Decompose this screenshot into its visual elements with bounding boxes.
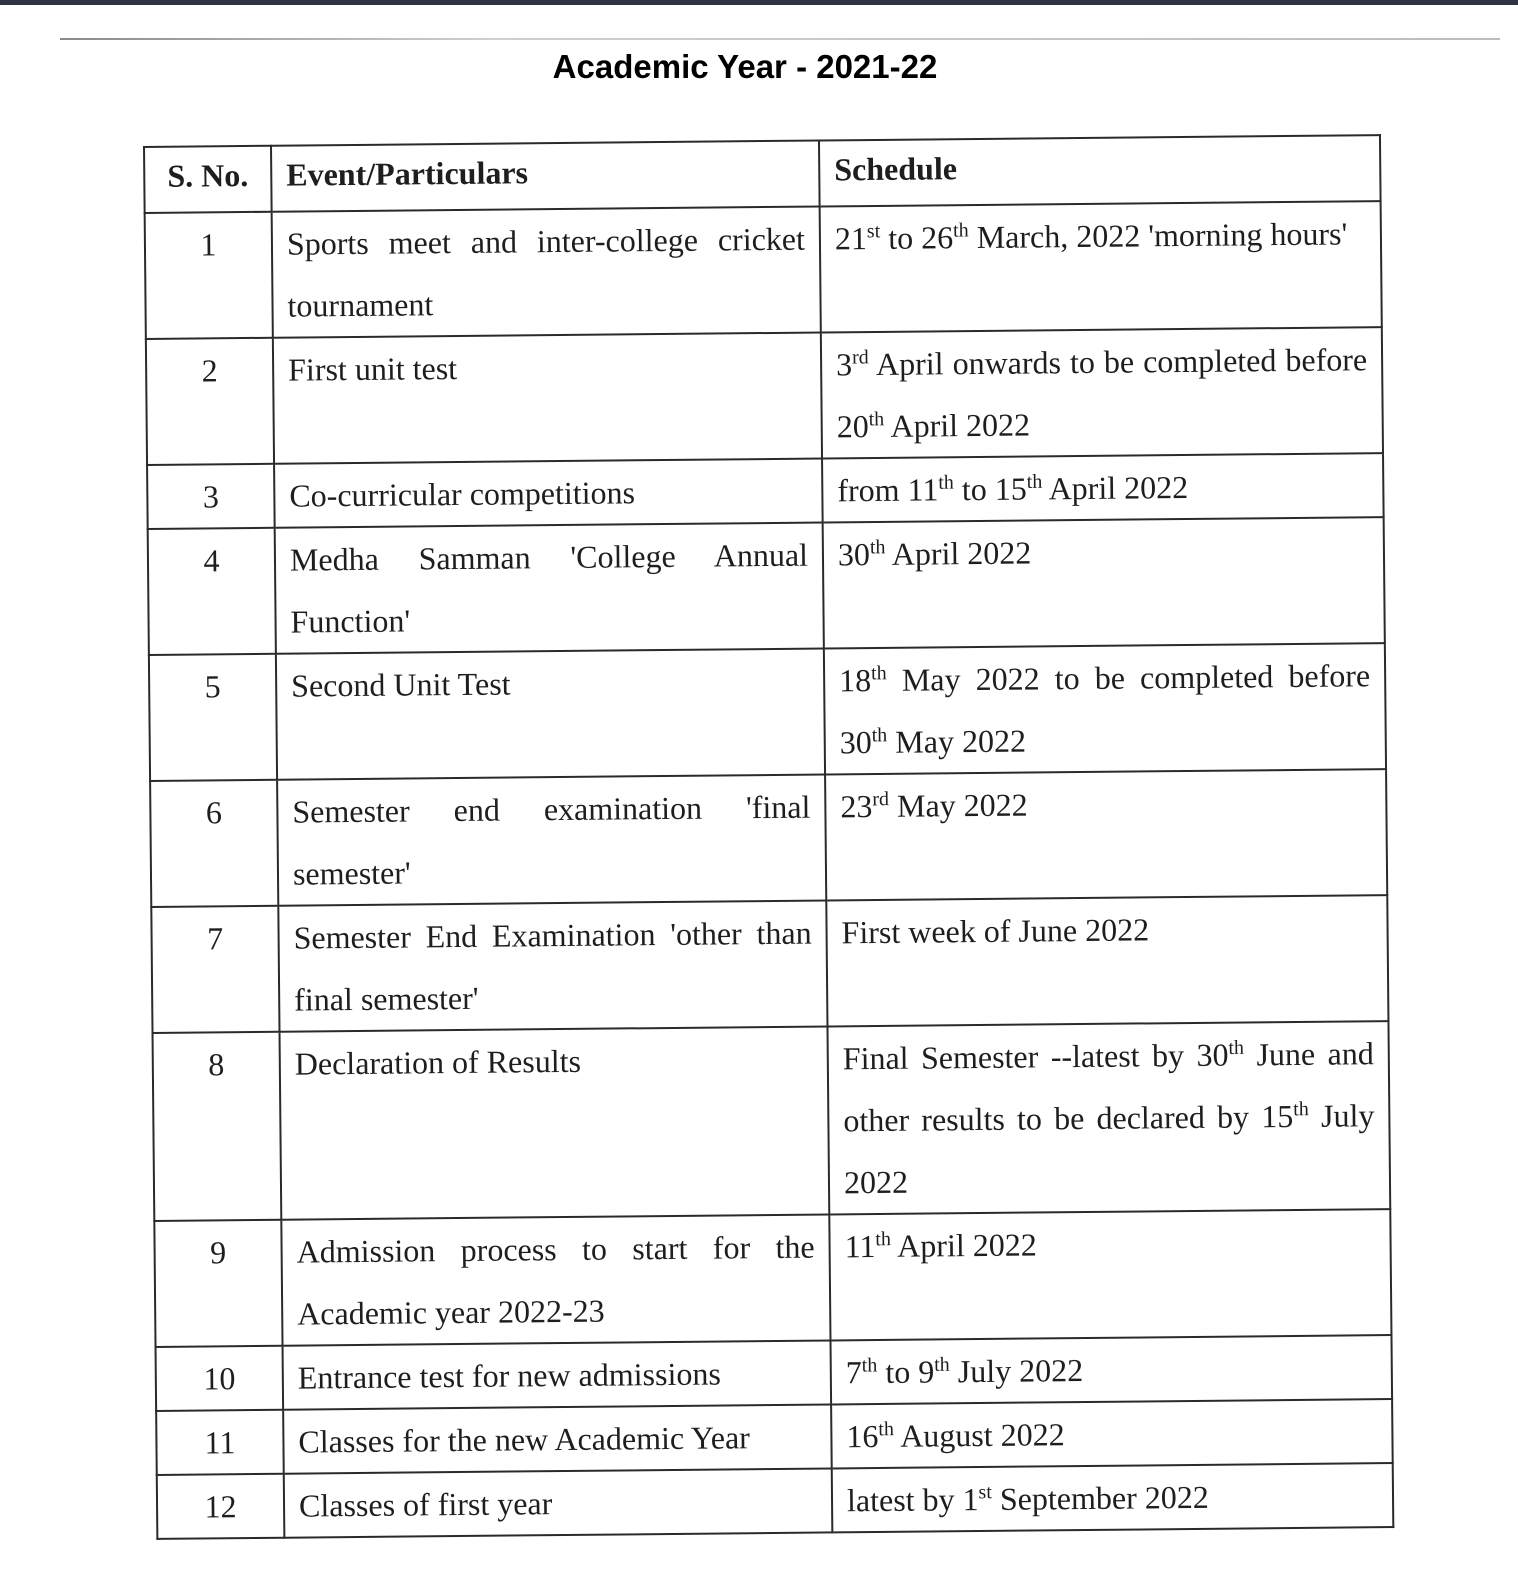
page-title: Academic Year - 2021-22: [552, 48, 938, 85]
paper-fold-line: [60, 38, 1500, 40]
row-sno: 6: [150, 780, 278, 907]
header-sno: S. No.: [144, 146, 272, 213]
row-schedule: 23rd May 2022: [825, 769, 1387, 900]
table-header-row: [144, 135, 1381, 213]
table-row: [150, 769, 1387, 907]
row-schedule: 21st to 26th March, 2022 'morning hours': [820, 201, 1382, 332]
row-schedule: 11th April 2022: [829, 1209, 1391, 1340]
row-schedule: from 11th to 15th April 2022: [822, 453, 1384, 522]
table-row: [147, 453, 1384, 529]
row-sno: 3: [147, 464, 275, 529]
row-event: Sports meet and inter-college cricket tournament: [272, 207, 821, 338]
row-event: Entrance test for new admissions: [283, 1340, 832, 1409]
row-sno: 1: [145, 212, 273, 339]
row-event: Medha Samman 'College Annual Function': [275, 522, 824, 653]
row-schedule: Final Semester --latest by 30th June and other results to be declared by 15th July 2022: [827, 1021, 1390, 1214]
row-event: Classes of first year: [284, 1468, 833, 1537]
header-event: Event/Particulars: [271, 141, 820, 212]
row-event: Admission process to start for the Academic year 2022-23: [281, 1214, 830, 1345]
row-schedule: 16th August 2022: [831, 1399, 1393, 1468]
table-row: [145, 201, 1382, 339]
row-sno: 7: [151, 906, 279, 1033]
row-sno: 4: [148, 528, 276, 655]
row-schedule: 3rd April onwards to be completed before 20th April 2022: [821, 327, 1383, 458]
table-row: [156, 1399, 1393, 1475]
row-sno: 11: [156, 1410, 284, 1475]
row-schedule: 18th May 2022 to be completed before 30th May 2022: [824, 643, 1386, 774]
row-event: Declaration of Results: [280, 1026, 830, 1219]
table-row: [146, 327, 1383, 465]
row-sno: 5: [149, 654, 277, 781]
table-row: [148, 517, 1385, 655]
header-schedule: Schedule: [819, 135, 1381, 206]
row-sno: 9: [154, 1220, 282, 1347]
row-schedule: 30th April 2022: [823, 517, 1385, 648]
row-event: First unit test: [273, 333, 822, 464]
schedule-table-container: [143, 134, 1392, 1540]
schedule-table: [143, 134, 1394, 1540]
table-row: [156, 1335, 1393, 1411]
row-sno: 2: [146, 338, 274, 465]
row-event: Semester end examination 'final semester': [277, 774, 826, 905]
row-event: Second Unit Test: [276, 648, 825, 779]
row-sno: 10: [156, 1346, 284, 1411]
row-event: Classes for the new Academic Year: [283, 1404, 832, 1473]
row-sno: 8: [153, 1032, 282, 1221]
row-event: Co-curricular competitions: [274, 458, 823, 527]
scan-top-edge: [0, 0, 1518, 5]
row-sno: 12: [157, 1474, 285, 1539]
table-row: [149, 643, 1386, 781]
table-row: [151, 895, 1388, 1033]
table-row: [153, 1021, 1391, 1221]
table-row: [157, 1463, 1394, 1539]
table-row: [154, 1209, 1391, 1347]
row-event: Semester End Examination 'other than final semester': [278, 900, 827, 1031]
row-schedule: 7th to 9th July 2022: [830, 1335, 1392, 1404]
row-schedule: latest by 1st September 2022: [832, 1463, 1394, 1532]
row-schedule: First week of June 2022: [826, 895, 1388, 1026]
